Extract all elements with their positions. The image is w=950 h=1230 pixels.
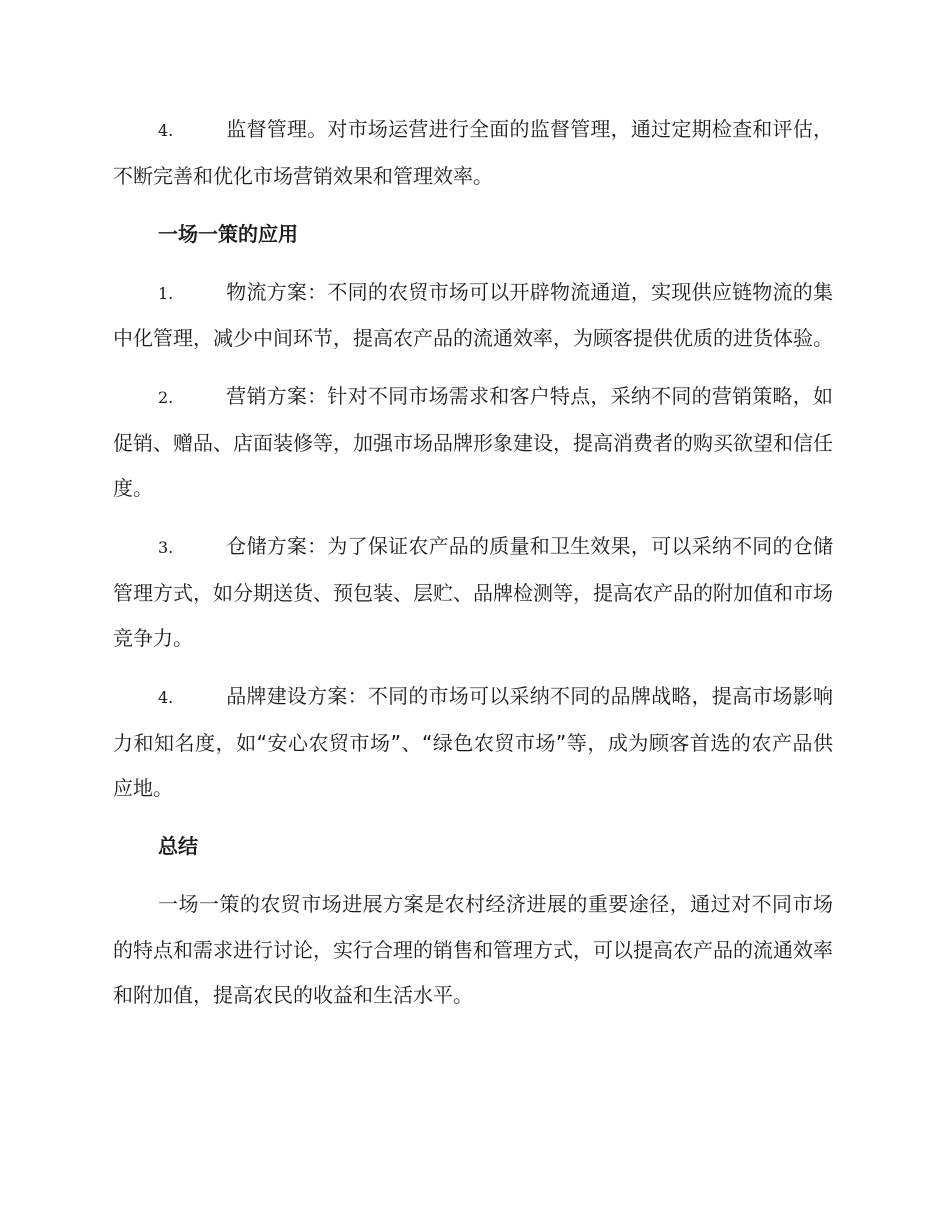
list-item-logistics [113,270,833,362]
list-item-text: 营销方案：针对不同市场需求和客户特点，采纳不同的营销策略，如促销、赠品、店面装修等，加强市场品牌形象建设，提高消费者的购买欲望和信任度。 [113,384,833,500]
section-heading-summary: 总结 [158,834,198,858]
list-item-text: 品牌建设方案：不同的市场可以采纳不同的品牌战略，提高市场影响力和知名度，如“安心农贸市场”、“绿色农贸市场”等，成为顾客首选的农产品供应地。 [113,684,833,800]
list-item-text: 监督管理。对市场运营进行全面的监督管理，通过定期检查和评估，不断完善和优化市场营销效果和管理效率。 [113,117,833,188]
list-number: 3. [158,538,174,557]
list-item-supervision [113,107,833,199]
summary-paragraph: 一场一策的农贸市场进展方案是农村经济进展的重要途径，通过对不同市场的特点和需求进行讨论，实行合理的销售和管理方式，可以提高农产品的流通效率和附加值，提高农民的收益和生活水平。 [113,892,833,1007]
list-number: 4. [158,688,174,707]
list-number: 4. [158,121,174,140]
list-item-branding [113,674,833,812]
list-number: 2. [158,388,174,407]
section-heading-application: 一场一策的应用 [158,221,298,246]
document-page [113,107,833,1031]
list-item-text: 物流方案：不同的农贸市场可以开辟物流通道，实现供应链物流的集中化管理，减少中间环节，提高农产品的流通效率，为顾客提供优质的进货体验。 [113,279,833,350]
list-number: 1. [158,283,174,303]
list-item-storage [113,524,833,662]
list-item-marketing [113,374,833,512]
list-item-text: 仓储方案：为了保证农产品的质量和卫生效果，可以采纳不同的仓储管理方式，如分期送货、预包装、层贮、品牌检测等，提高农产品的附加值和市场竞争力。 [113,534,833,650]
